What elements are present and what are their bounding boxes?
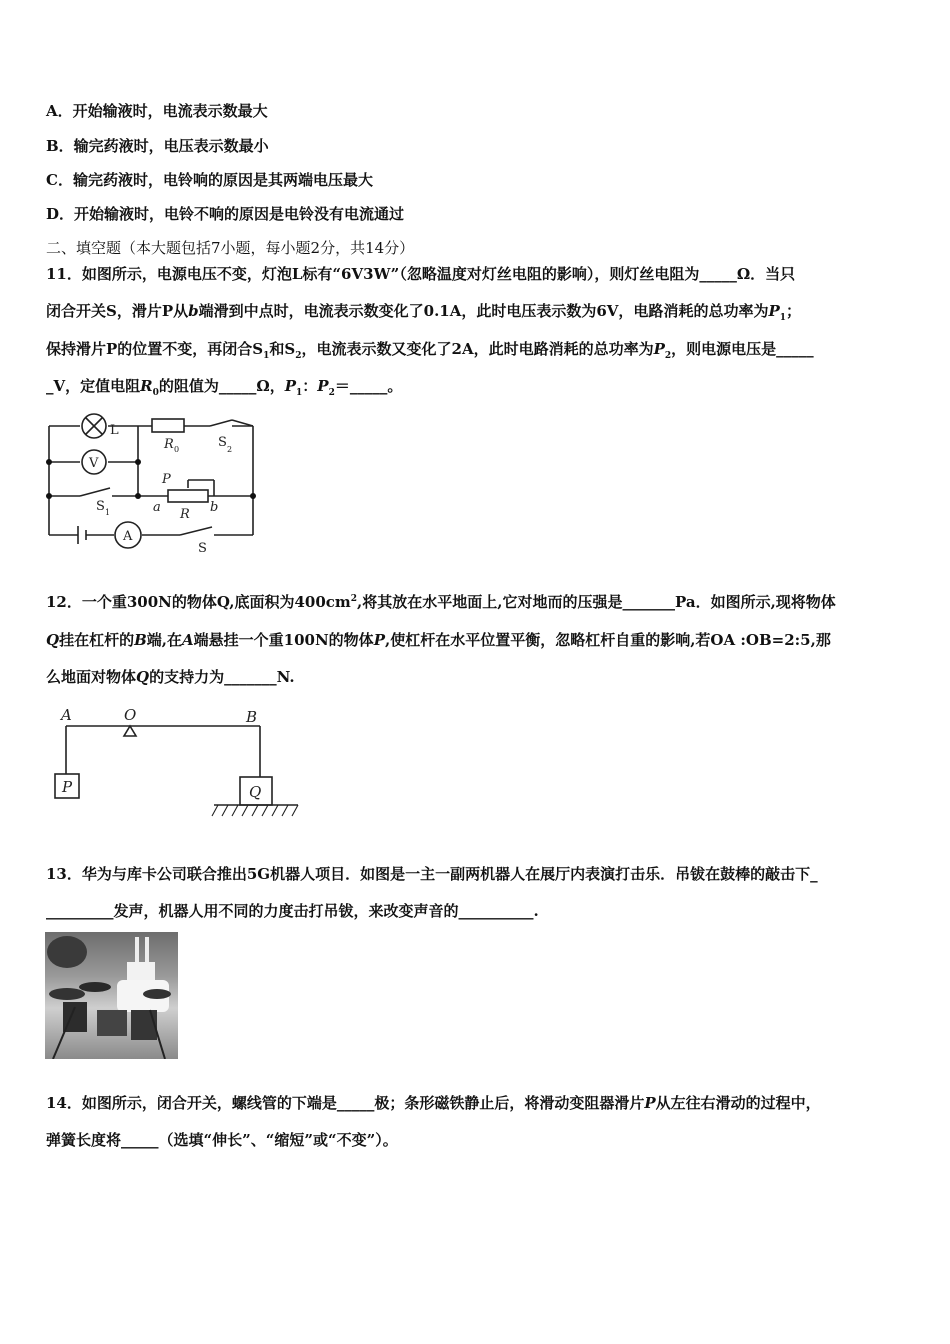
svg-text:O: O [124, 706, 137, 724]
q11-line-1: 11．如图所示，电源电压不变，灯泡L标有“6V3W”（忽略温度对灯丝电阻的影响），则灯丝电阻为_____Ω．当只 [46, 265, 796, 283]
svg-text:S: S [218, 435, 227, 450]
svg-text:A: A [61, 706, 72, 724]
q11-line-4: _V，定值电阻$R_0$的阻值为_____Ω，$P_1$：$P_2=\_\_\_\_\_$。 [46, 377, 403, 398]
svg-text:B: B [246, 708, 258, 726]
robot-drum-illustration [45, 932, 178, 1059]
svg-text:b: b [210, 500, 219, 515]
svg-text:S: S [198, 541, 207, 556]
circuit-diagram [40, 410, 270, 560]
svg-text:a: a [153, 500, 161, 515]
svg-text:2: 2 [227, 445, 233, 454]
svg-text:R: R [180, 507, 190, 522]
q12-line-2: Q挂在杠杆的B端,在A端悬挂一个重100N的物体P,使杠杆在水平位置平衡，忽略杠杆自重的影响,若OA :OB=2:5,那 [46, 631, 831, 649]
svg-text:P: P [162, 472, 171, 487]
option-d: D．开始输液时，电铃不响的原因是电铃没有电流通过 [46, 205, 405, 223]
svg-text:A: A [123, 529, 133, 544]
svg-text:L: L [110, 423, 119, 438]
svg-text:1: 1 [105, 508, 111, 517]
svg-text:V: V [89, 456, 99, 471]
q12-line-3: 么地面对物体Q的支持力为_______N. [46, 668, 295, 686]
svg-text:Q: Q [249, 783, 262, 801]
option-c: C．输完药液时，电铃响的原因是其两端电压最大 [46, 171, 373, 189]
q13-line-2: _________发声，机器人用不同的力度击打吊钹，来改变声音的__________. [46, 902, 539, 920]
option-b: B．输完药液时，电压表示数最小 [46, 137, 269, 155]
svg-text:0: 0 [174, 445, 180, 454]
q13-line-1: 13．华为与库卡公司联合推出5G机器人项目．如图是一主一副两机器人在展厅内表演打击乐．吊钹在鼓棒的敲击下_ [46, 865, 818, 883]
svg-text:S: S [96, 499, 105, 514]
q12-line-1: 12．一个重300N的物体Q,底面积为$400cm^2$,将其放在水平地面上,它对地而的压强是_______Pa．如图所示,现将物体 [46, 593, 836, 611]
svg-text:P: P [62, 778, 73, 796]
robot-drum-photo [45, 932, 178, 1059]
lever-diagram [48, 704, 328, 832]
q14-line-2: 弹簧长度将_____（选填“伸长”、“缩短”或“不变”）。 [46, 1131, 398, 1149]
q11-line-3: 保持滑片P的位置不变，再闭合$S_1$和$S_2$，电流表示数又变化了2A，此时电路消耗的总功率为$P_2$，则电源电压是_____ [46, 340, 814, 361]
option-a: A．开始输液时，电流表示数最大 [46, 102, 268, 120]
svg-text:R: R [164, 437, 174, 452]
section-heading: 二、填空题（本大题包括7小题，每小题2分，共14分） [46, 239, 415, 257]
q11-line-2: 闭合开关S，滑片P从b端滑到中点时，电流表示数变化了0.1A，此时电压表示数为6V，电路消耗的总功率为$P_1$； [46, 302, 802, 323]
q14-line-1: 14．如图所示，闭合开关，螺线管的下端是_____极；条形磁铁静止后，将滑动变阻器滑片P从左往右滑动的过程中， [46, 1094, 821, 1112]
